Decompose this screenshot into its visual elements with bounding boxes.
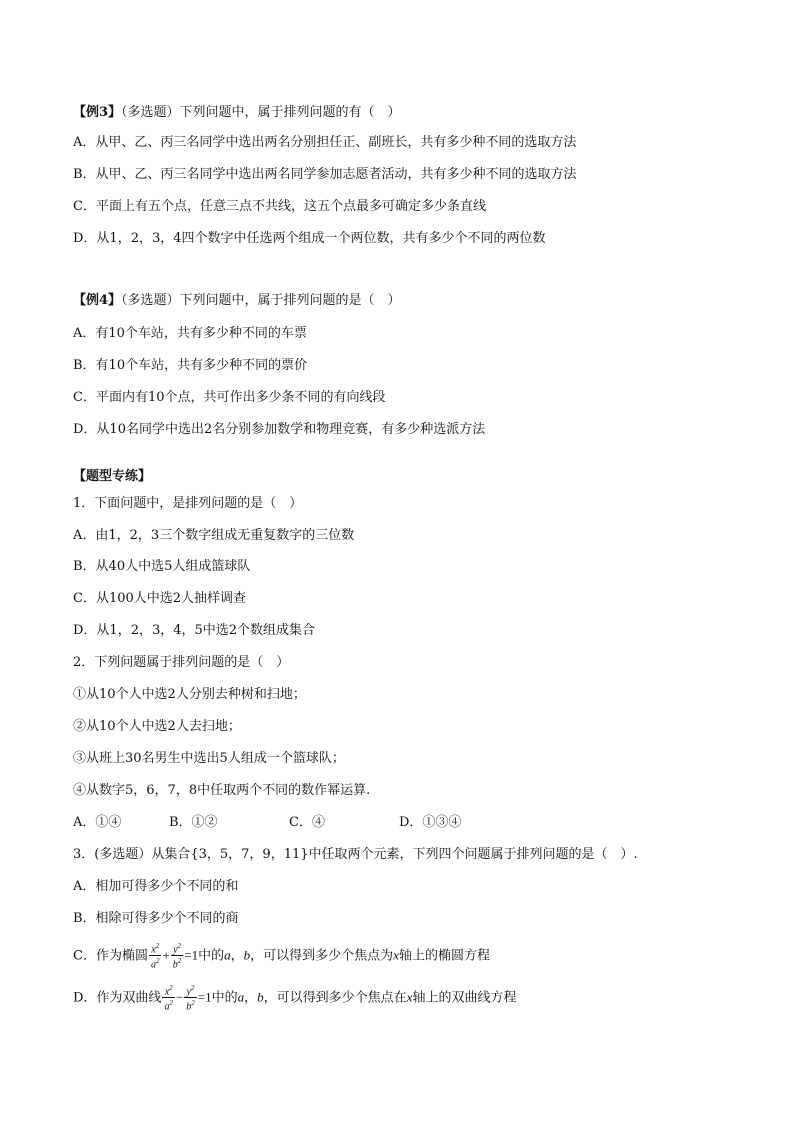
minus-sign: − <box>175 989 184 1005</box>
q2-choice-b: B．①② <box>169 815 218 830</box>
example4-option-a: A．有10个车站，共有多少种不同的车票 <box>73 326 307 341</box>
q2-item-2: ②从10个人中选2人去扫地； <box>73 719 241 734</box>
ellipse-term-x: $\frac{x^2}{a^2}$ <box>150 942 160 971</box>
q3-option-d-mid: 中的 <box>211 990 238 1006</box>
q2-choices <box>73 814 461 832</box>
example3-option-b: B．从甲、乙、丙三名同学中选出两名同学参加志愿者活动，共有多少种不同的选取方法 <box>73 167 577 182</box>
example4-option-c: C．平面内有10个点，共可作出多少条不同的有向线段 <box>73 390 386 405</box>
example3-option-d: D．从1，2，3，4四个数字中任选两个组成一个两位数，共有多少个不同的两位数 <box>73 231 546 246</box>
example4-option-d: D．从10名同学中选出2名分别参加数学和物理竞赛，有多少种选派方法 <box>73 422 486 437</box>
q3-option-d <box>73 983 517 1013</box>
equals-one: =1 <box>197 989 212 1005</box>
q3-option-d-prefix: D．作为双曲线 <box>73 990 162 1006</box>
hyperbola-term-x: $\frac{x^2}{a^2}$ <box>164 984 173 1013</box>
q1-option-d: D．从1，2，3，4，5中选2个数组成集合 <box>73 623 316 638</box>
var-a: a <box>224 947 231 963</box>
q3-option-c-tail: ，可以得到多少个焦点为 <box>250 948 394 964</box>
example4-option-b: B．有10个车站，共有多少种不同的票价 <box>73 358 308 373</box>
q1-option-c: C．从100人中选2人抽样调查 <box>73 591 247 606</box>
example3-stem <box>73 104 401 122</box>
plus-sign: + <box>162 947 170 963</box>
q3-option-d-end: 轴上的双曲线方程 <box>412 990 517 1006</box>
var-b: b <box>257 989 264 1005</box>
q3-stem: 3．(多选题）从集合{3，5，7，9，11}中任取两个元素，下列四个问题属于排列问题的是（ ）. <box>73 847 638 862</box>
q2-choice-a: A．①④ <box>73 815 122 830</box>
practice-heading: 【题型专练】 <box>73 469 152 484</box>
example3-option-c: C．平面上有五个点，任意三点不共线，这五个点最多可确定多少条直线 <box>73 199 486 214</box>
q3-option-d-tail: ，可以得到多少个焦点在 <box>263 990 407 1006</box>
q3-option-c-mid: 中的 <box>198 948 225 964</box>
q2-item-1: ①从10个人中选2人分别去种树和扫地； <box>73 687 306 702</box>
comma: ， <box>230 948 244 964</box>
q2-choice-c: C．④ <box>289 815 325 830</box>
var-x: x <box>393 947 399 963</box>
comma: ， <box>244 990 258 1006</box>
hyperbola-term-y: $\frac{y^2}{b^2}$ <box>186 984 195 1013</box>
equals-one: =1 <box>184 947 199 963</box>
q1-option-b: B．从40人中选5人组成篮球队 <box>73 559 251 574</box>
q3-option-c-prefix: C．作为椭圆 <box>73 948 148 964</box>
example4-stem <box>73 292 401 310</box>
var-x: x <box>406 989 413 1005</box>
q1-stem: 1．下面问题中，是排列问题的是（ ） <box>73 496 303 511</box>
q3-option-c <box>73 941 490 971</box>
example3-tag: 【例3】 <box>73 105 122 120</box>
example3-option-a: A．从甲、乙、丙三名同学中选出两名分别担任正、副班长，共有多少种不同的选取方法 <box>73 135 577 150</box>
q3-option-b: B．相除可得多少个不同的商 <box>73 911 239 926</box>
q3-option-c-end: 轴上的椭圆方程 <box>398 948 490 964</box>
example4-question: （多选题）下列问题中，属于排列问题的是（ ） <box>121 293 401 308</box>
q3-option-a: A．相加可得多少个不同的和 <box>73 879 239 894</box>
q1-option-a: A．由1，2，3三个数字组成无重复数字的三位数 <box>73 528 355 543</box>
q2-stem: 2．下列问题属于排列问题的是（ ） <box>73 655 290 670</box>
example4-tag: 【例4】 <box>73 293 122 308</box>
q2-item-3: ③从班上30名男生中选出5人组成一个篮球队； <box>73 751 345 766</box>
ellipse-term-y: $\frac{y^2}{b^2}$ <box>172 942 182 971</box>
var-b: b <box>243 947 251 963</box>
var-a: a <box>237 989 245 1005</box>
q2-item-4: ④从数字5，6，7，8中任取两个不同的数作幂运算. <box>73 783 371 798</box>
q2-choice-d: D．①③④ <box>399 815 462 830</box>
example3-question: （多选题）下列问题中，属于排列问题的有（ ） <box>121 105 401 120</box>
